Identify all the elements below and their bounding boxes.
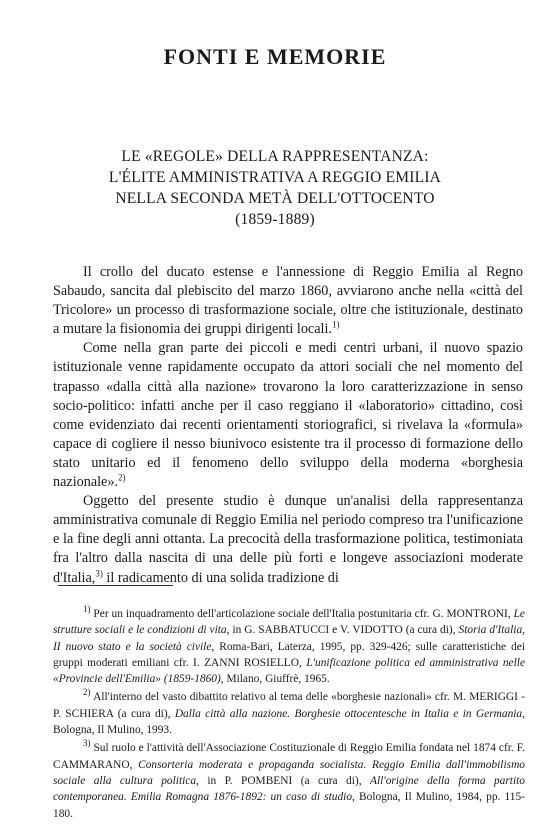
footnote-3 <box>53 740 525 821</box>
paragraph-2 <box>53 339 523 492</box>
article-title-line-1: LE «REGOLE» DELLA RAPPRESENTANZA: <box>121 148 429 165</box>
body-text <box>53 263 523 588</box>
footnote-1-title-c: L'unificazione politica ed amministrativa nelle «Provincie dell'Emilia» (1859-1860) <box>53 656 526 686</box>
footnote-1-mark: 1) <box>83 604 91 615</box>
footnote-3-text-c: , in P. POMBENI (a cura di), <box>196 774 371 787</box>
footnote-3-text-e: , Bologna, Il Mulino, 1984, pp. 115-180. <box>53 791 525 820</box>
footnote-1 <box>53 606 525 687</box>
article-title <box>0 146 550 230</box>
section-title: FONTI E MEMORIE <box>163 44 387 69</box>
paragraph-2-text: Come nella gran parte dei piccoli e medi centri urbani, il nuovo spazio istituzionale venne rapidamente occupato da attori sociali che nel momento del trapasso «dalla città alla nazione» trovarono la loro caratterizzazione in senso socio-politico: infatti anche per il caso reggiano il «laboratorio» cittadino, così come evidenziato dai recenti orientamenti storiografici, si rivelava la «formula» capace di cogliere il nesso biunivoco esistente tra il processo di formazione dello stato unitario ed il fenomeno dello sviluppo della moderna «borghesia nazionale». <box>53 340 523 491</box>
paragraph-3-text-b: il radicamento di una solida tradizione di <box>102 569 339 586</box>
footnote-1-text-e: , Roma-Bari, Laterza, 1995, pp. 329-426; sulle caratteristiche dei gruppi moderati emiliani cfr. I. ZANNI ROSIELLO, <box>53 640 526 669</box>
footnote-ref-1: 1) <box>331 319 340 330</box>
footnote-2-text-c: , Bologna, Il Mulino, 1993. <box>53 707 525 737</box>
footnote-2-mark: 2) <box>83 687 91 698</box>
footnote-2 <box>53 689 525 738</box>
paragraph-1 <box>53 263 523 339</box>
footnote-2-text-a: All'interno del vasto dibattito relativo al tema delle «borghesie nazionali» cfr. M. MERIGGI - P. SCHIERA (a cura di), <box>53 691 525 720</box>
footnote-1-title-b: Storia d'Italia, II nuovo stato e la società civile <box>53 624 525 653</box>
paragraph-3-text-a: Oggetto del presente studio è dunque un'analisi della rappresentanza amministrativa comunale di Reggio Emilia nel periodo compreso tra l'unificazione e la fine degli anni ottanta. La precocità della trasformazione politica, testimoniata fra l'altro dalla nascita di una delle più forti e longeve associazioni moderate d'Italia, <box>53 493 523 586</box>
footnote-ref-3: 3) <box>95 567 103 578</box>
article-title-line-2: L'ÉLITE AMMINISTRATIVA A REGGIO EMILIA <box>108 169 442 186</box>
article-title-line-4: (1859-1889) <box>235 211 315 228</box>
footnote-1-text-c: , in G. SABBATUCCI e V. VIDOTTO (a cura di), <box>226 624 459 637</box>
footnote-1-text-a: Per un inquadramento dell'articolazione sociale dell'Italia postunitaria cfr. G. MONTRONI, <box>90 608 514 620</box>
article-title-line-3: NELLA SECONDA METÀ DELL'OTTOCENTO <box>115 190 435 207</box>
footnote-3-title-b: All'origine della forma partito contemporanea. Emilia Romagna 1876-1892: un caso di studio <box>53 774 525 804</box>
footnote-1-text-g: , Milano, Giuffrè, 1965. <box>220 673 330 686</box>
footnote-3-text-a: Sul ruolo e l'attività dell'Associazione Costituzionale di Reggio Emilia fondata nel 1874 cfr. F. CAMMARANO, <box>53 742 525 771</box>
footnote-divider <box>58 585 173 586</box>
footnote-3-mark: 3) <box>83 738 91 749</box>
footnote-1-title-a: Le strutture sociali e le condizioni di vita <box>53 608 525 637</box>
footnotes <box>53 606 525 824</box>
paragraph-3 <box>53 492 523 587</box>
footnote-3-title-a: Consorteria moderata e propaganda socialista. Reggio Emilia dall'immobilismo sociale alla cultura politica <box>53 758 525 787</box>
paragraph-1-text: Il crollo del ducato estense e l'annessione di Reggio Emilia al Regno Sabaudo, sancita dal plebiscito del marzo 1860, avviarono anche nella «città del Tricolore» un processo di trasformazione sociale, oltre che istituzionale, destinato a mutare la fisionomia dei gruppi dirigenti locali. <box>53 264 523 338</box>
footnote-2-title: Dalla città alla nazione. Borghesie ottocentesche in Italia e in Germania <box>174 707 523 720</box>
footnote-ref-2: 2) <box>118 472 126 483</box>
